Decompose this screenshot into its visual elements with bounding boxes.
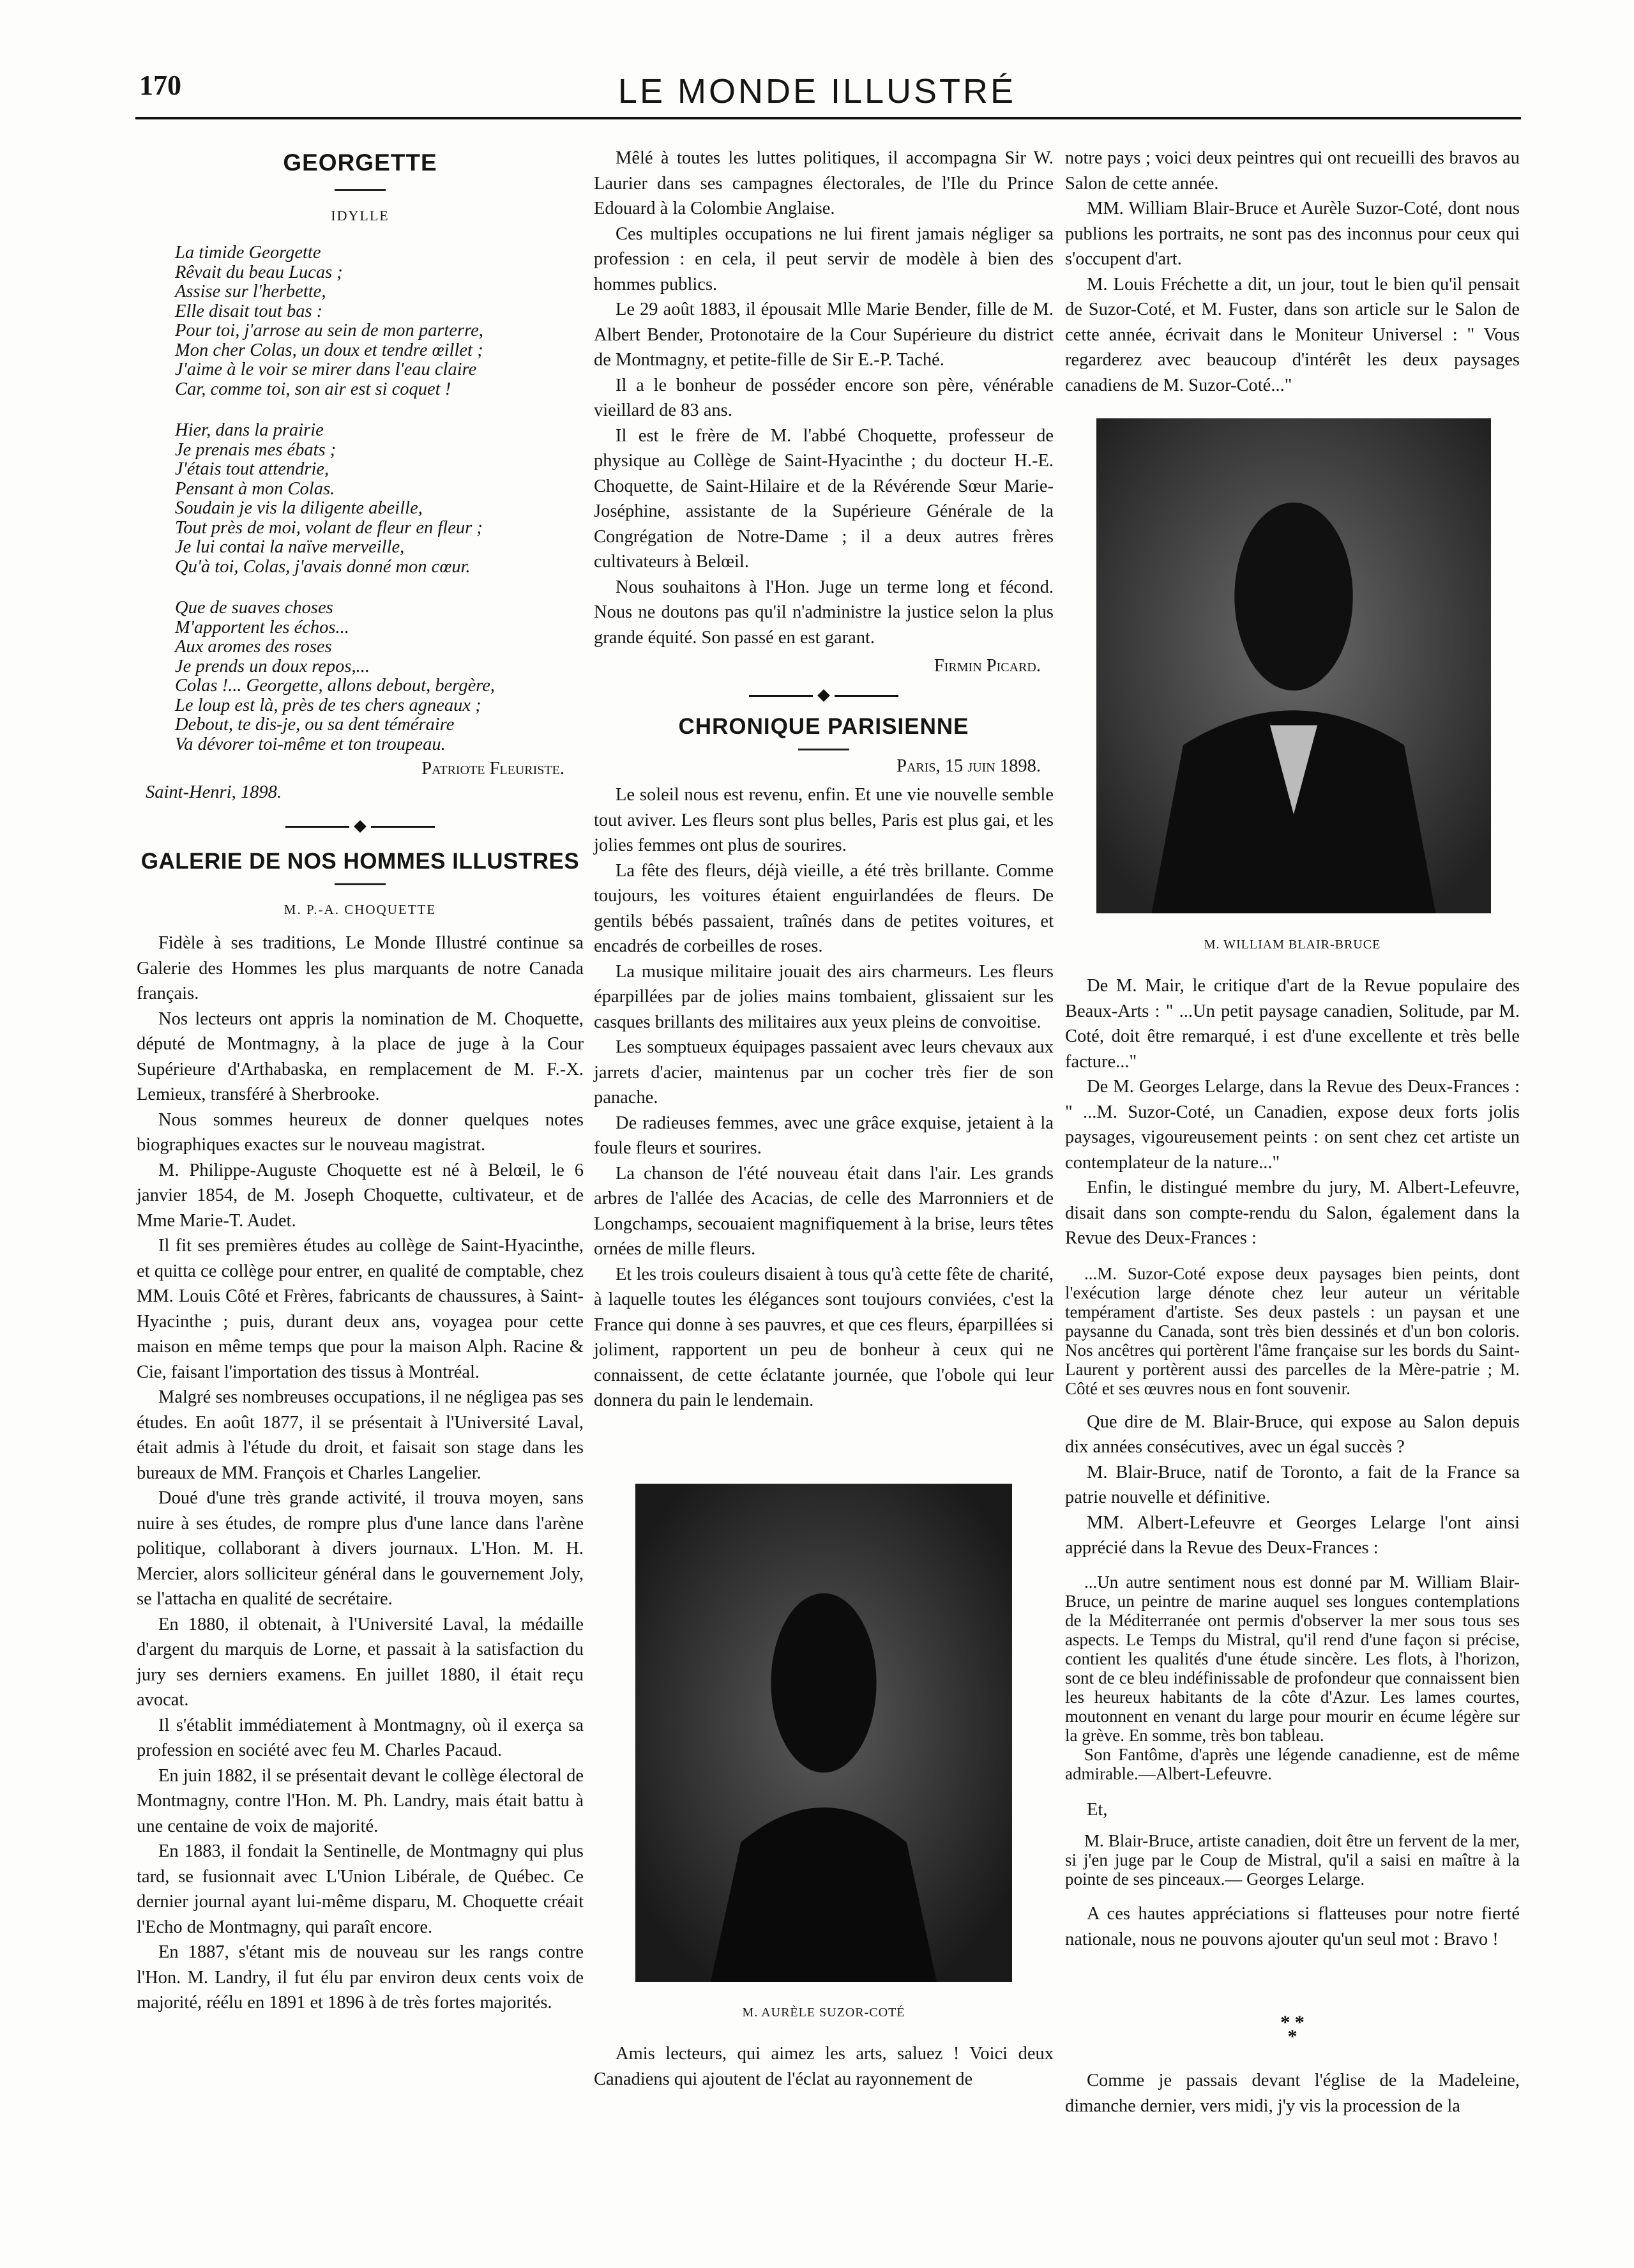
caption-suzor-cote: M. AURÈLE SUZOR-COTÉ — [742, 2005, 905, 2020]
paragraph: De M. Georges Lelarge, dans la Revue des Deux-Frances : " ...M. Suzor-Coté, un Canadien, expose deux forts jolis paysages, vigoureusement peints : on sent chez cet artiste un contemplateur de la nature..." — [1065, 1077, 1520, 1173]
paragraph: M. Philippe-Auguste Choquette est né à Belœil, le 6 janvier 1854, de M. Joseph Choquette, cultivateur, et de Mme Marie-T. Audet. — [137, 1160, 584, 1231]
column-2 — [594, 146, 1054, 1413]
galerie-signature: Firmin Picard. — [934, 656, 1041, 676]
paragraph: Et les trois couleurs disaient à tous qu'à cette fête de charité, à laquelle toutes les élégances sont toujours conviées, c'est la France qui donne à ses pauvres, et que ces fleurs, éparpillées si joliment, rapportent un peu de bonheur à ceux qui ne connaissent, de cette éclatante journée, que l'obole qui leur donnera du pain le lendemain. — [594, 1264, 1054, 1410]
paragraph: Nous souhaitons à l'Hon. Juge un terme long et fécond. Nous ne doutons pas qu'il n'administre la justice selon la plus grande équité. Son passé en est garant. — [594, 577, 1054, 648]
divider — [335, 883, 386, 885]
paragraph: Il a le bonheur de posséder encore son père, vénérable vieillard de 83 ans. — [594, 375, 1054, 420]
poem-stanza-1: La timide Georgette Rêvait du beau Lucas ; Assise sur l'herbette, Elle disait tout bas : Pour toi, j'arrose au sein de mon parterre, Mon cher Colas, un doux et tendre œillet ; J'aime à le voir se mirer dans l'eau claire Car, comme toi, son air est si coquet ! — [175, 243, 483, 399]
paragraph: En 1880, il obtenait, à l'Université Laval, la médaille d'argent du marquis de Lorne, et passait à la satisfaction du jury ses derniers examens. En juillet 1880, il était reçu avocat. — [137, 1614, 584, 1710]
quote: ...Un autre sentiment nous est donné par M. William Blair-Bruce, un peintre de marine auquel ses longues contemplations de la Méditerranée ont permis d'observer la mer sous tous ses aspects. Le Temps du Mistral, qu'il rend d'une façon si précise, contient les qualités d'une étude sincère. Les flots, à l'horizon, sont de ce bleu indéfinissable de profondeur que connaissent bien les heureux habitants de la côte d'Azur. Les lames courtes, moutonnent en venant du large pour mourir en écume légère sur la grève. En somme, très bon tableau. — [1065, 1572, 1520, 1745]
paragraph: M. Blair-Bruce, natif de Toronto, a fait de la France sa patrie nouvelle et définitive. — [1065, 1462, 1520, 1507]
paragraph: Fidèle à ses traditions, Le Monde Illustré continue sa Galerie des Hommes les plus marquants de notre Canada français. — [137, 933, 584, 1003]
paragraph: En juin 1882, il se présentait devant le collège électoral de Montmagny, contre l'Hon. M. Ph. Landry, mais était battu à une centaine de voix de majorité. — [137, 1765, 584, 1836]
galerie-title: GALERIE DE NOS HOMMES ILLUSTRES — [140, 849, 580, 874]
poem-signature: Patriote Fleuriste. — [421, 759, 564, 779]
masthead: LE MONDE ILLUSTRÉ — [617, 72, 1017, 110]
header-rule — [135, 117, 1521, 119]
divider — [335, 189, 386, 191]
paragraph: En 1883, il fondait la Sentinelle, de Montmagny qui plus tard, se fusionnait avec L'Union Libérale, de Québec. Ce dernier journal ayant lui-même disparu, M. Choquette créait l'Echo de Montmagny, qui paraît encore. — [137, 1841, 584, 1937]
ornament — [594, 691, 1054, 700]
paragraph: Le soleil nous est revenu, enfin. Et une vie nouvelle semble tout aviver. Les fleurs sont plus belles, Paris est plus gai, et les jolies femmes ont plus de sourires. — [594, 785, 1054, 855]
chronique-dateline: Paris, 15 juin 1898. — [896, 756, 1041, 776]
paragraph: La fête des fleurs, déjà vieille, a été très brillante. Comme toujours, les voitures étaient enguirlandées de fleurs. De gentils bébés passaient, traînés dans de petites voitures, et encadrés de corbeilles de roses. — [594, 860, 1054, 956]
poem-stanza-2: Hier, dans la prairie Je prenais mes ébats ; J'étais tout attendrie, Pensant à mon Colas. Soudain je vis la diligente abeille, Tout près de moi, volant de fleur en fleur ; Je lui contai la naïve merveille, Qu'à toi, Colas, j'avais donné mon cœur. — [175, 420, 483, 577]
paragraph: La chanson de l'été nouveau était dans l'air. Les grands arbres de l'allée des Acacias, de celle des Marronniers et de Longchamps, secouaient magnifiquement à la brise, leurs têtes ornées de mille fleurs. — [594, 1163, 1054, 1259]
chronique-title: CHRONIQUE PARISIENNE — [678, 714, 969, 739]
paragraph: Il est le frère de M. l'abbé Choquette, professeur de physique au Collège de Saint-Hyacinthe ; du docteur H.-E. Choquette, de Saint-Hilaire et de la Révérende Sœur Marie-Joséphine, assistante de la Supérieure Générale de la Congrégation de Notre-Dame ; il a deux autres frères cultivateurs à Belœil. — [594, 425, 1054, 572]
paragraph: Enfin, le distingué membre du jury, M. Albert-Lefeuvre, disait dans son compte-rendu du Salon, également dans la Revue des Deux-Frances : — [1065, 1178, 1520, 1248]
paragraph: Amis lecteurs, qui aimez les arts, saluez ! Voici deux Canadiens qui ajoutent de l'éclat au rayonnement de — [594, 2044, 1054, 2089]
paragraph: De radieuses femmes, avec une grâce exquise, jetaient à la foule fleurs et sourires. — [594, 1113, 1054, 1158]
column-1 — [137, 146, 584, 2016]
paragraph: Et, — [1087, 1799, 1108, 1820]
poem-stanza-3: Que de suaves choses M'apportent les échos... Aux aromes des roses Je prends un doux repos,... Colas !... Georgette, allons debout, bergère, Le loup est là, près de tes chers agneaux ; Debout, te dis-je, ou sa dent téméraire Va dévorer toi-même et ton troupeau. — [175, 598, 495, 754]
stars-separator: * * * — [1280, 2012, 1305, 2047]
caption-blair-bruce: M. WILLIAM BLAIR-BRUCE — [1204, 938, 1381, 952]
quote: M. Blair-Bruce, artiste canadien, doit être un fervent de la mer, si j'en juge par le Coup de Mistral, qu'il a saisi en maître à la pointe de ses pinceaux.— Georges Lelarge. — [1065, 1831, 1520, 1889]
quote: ...M. Suzor-Coté expose deux paysages bien peints, dont l'exécution large dénote chez leur auteur un véritable tempérament d'artiste. Ses deux pastels : un paysan et une paysanne du Canada, sont très bien dessinés et d'un bon coloris. Nos ancêtres qui portèrent l'âme française sur les bords du Saint-Laurent y portèrent aussi des parcelles de la Mère-patrie ; M. Côté et ses œuvres nous en font souvenir. — [1065, 1263, 1520, 1398]
paragraph: La musique militaire jouait des airs charmeurs. Les fleurs éparpillées par de jolies mains tombaient, glissaient sur les casques brillants des militaires aux yeux pleins de convoitise. — [594, 961, 1054, 1032]
paragraph: MM. William Blair-Bruce et Aurèle Suzor-Coté, dont nous publions les portraits, ne sont pas des inconnus pour ceux qui s'occupent d'art. — [1065, 199, 1520, 269]
paragraph: Nos lecteurs ont appris la nomination de M. Choquette, député de Montmagny, à la place de juge à la Cour Supérieure d'Arthabaska, en remplacement de M. F.-X. Lemieux, transféré à Sherbrooke. — [137, 1008, 584, 1104]
paragraph: Les somptueux équipages passaient avec leurs chevaux aux jarrets d'acier, maintenus par un cocher très fier de son panache. — [594, 1037, 1054, 1107]
poem-subtitle: IDYLLE — [331, 208, 390, 224]
paragraph: Mêlé à toutes les luttes politiques, il accompagna Sir W. Laurier dans ses campagnes électorales, de l'Ile du Prince Edouard à la Colombie Anglaise. — [594, 148, 1054, 218]
paragraph: En 1887, s'étant mis de nouveau sur les rangs contre l'Hon. M. Landry, il fut élu par environ deux cents voix de majorité, réélu en 1891 et 1896 à de très fortes majorités. — [137, 1942, 584, 2013]
divider — [798, 749, 849, 750]
page-number: 170 — [139, 70, 181, 101]
poem-title: GEORGETTE — [283, 149, 437, 176]
paragraph: Le 29 août 1883, il épousait Mlle Marie Bender, fille de M. Albert Bender, Protonotaire de la Cour Supérieure du district de Montmagny, et petite-fille de Sir E.-P. Taché. — [594, 300, 1054, 370]
ornament — [137, 822, 584, 831]
paragraph: Comme je passais devant l'église de la Madeleine, dimanche dernier, vers midi, j'y vis la procession de la — [1065, 2071, 1520, 2116]
column-3 — [1065, 146, 1520, 398]
column-3-continued — [1065, 973, 1520, 1952]
paragraph: Ces multiples occupations ne lui firent jamais négliger sa profession : en cela, il peut servir de modèle à bien des hommes publics. — [594, 224, 1054, 294]
portrait-blair-bruce — [1096, 418, 1491, 913]
paragraph: Malgré ses nombreuses occupations, il ne négligea pas ses études. En août 1877, il se présentait à l'Université Laval, était admis à l'étude du droit, et faisait son stage dans les bureaux de MM. François et Charles Langelier. — [137, 1387, 584, 1483]
paragraph: De M. Mair, le critique d'art de la Revue populaire des Beaux-Arts : " ...Un petit paysage canadien, Solitude, par M. Coté, doit être remarqué, i est d'une excellente et très belle facture..." — [1065, 976, 1520, 1072]
paragraph: Que dire de M. Blair-Bruce, qui expose au Salon depuis dix années consécutives, avec un égal succès ? — [1065, 1412, 1520, 1457]
quote: Son Fantôme, d'après une légende canadienne, est de même admirable.—Albert-Lefeuvre. — [1065, 1744, 1520, 1783]
paragraph: MM. Albert-Lefeuvre et Georges Lelarge l'ont ainsi apprécié dans la Revue des Deux-Frances : — [1065, 1512, 1520, 1558]
paragraph: Il s'établit immédiatement à Montmagny, où il exerça sa profession en société avec feu M. Charles Pacaud. — [137, 1715, 584, 1760]
poem-place-date: Saint-Henri, 1898. — [146, 782, 282, 802]
paragraph: Doué d'une très grande activité, il trouva moyen, sans nuire à ses études, de rompre plus d'une lance dans l'arène politique, collaborant à divers journaux. L'Hon. M. H. Mercier, alors solliciteur général dans le gouvernement Joly, se l'attacha en qualité de secrétaire. — [137, 1488, 584, 1609]
paragraph: Il fit ses premières études au collège de Saint-Hyacinthe, et quitta ce collège pour entrer, en qualité de comptable, chez MM. Louis Côté et Frères, fabricants de chaussures, à Saint-Hyacinthe ; puis, durant deux ans, voyagea pour cette maison en même temps que pour la maison Alph. Racine & Cie, faisant l'importation des tissus à Montréal. — [137, 1236, 584, 1382]
galerie-subtitle: M. P.-A. CHOQUETTE — [284, 902, 437, 917]
paragraph: A ces hautes appréciations si flatteuses pour notre fierté nationale, nous ne pouvons ajouter qu'un seul mot : Bravo ! — [1065, 1904, 1520, 1949]
portrait-suzor-cote — [635, 1484, 1012, 1982]
paragraph: notre pays ; voici deux peintres qui ont recueilli des bravos au Salon de cette année. — [1065, 148, 1520, 194]
paragraph: Nous sommes heureux de donner quelques notes biographiques exactes sur le nouveau magistrat. — [137, 1109, 584, 1155]
paragraph: M. Louis Fréchette a dit, un jour, tout le bien qu'il pensait de Suzor-Coté, et M. Fuster, dans son article sur le Salon de cette année, écrivait dans le Moniteur Universel : " Vous regarderez avec beaucoup d'intérêt les deux paysages canadiens de M. Suzor-Coté..." — [1065, 274, 1520, 395]
